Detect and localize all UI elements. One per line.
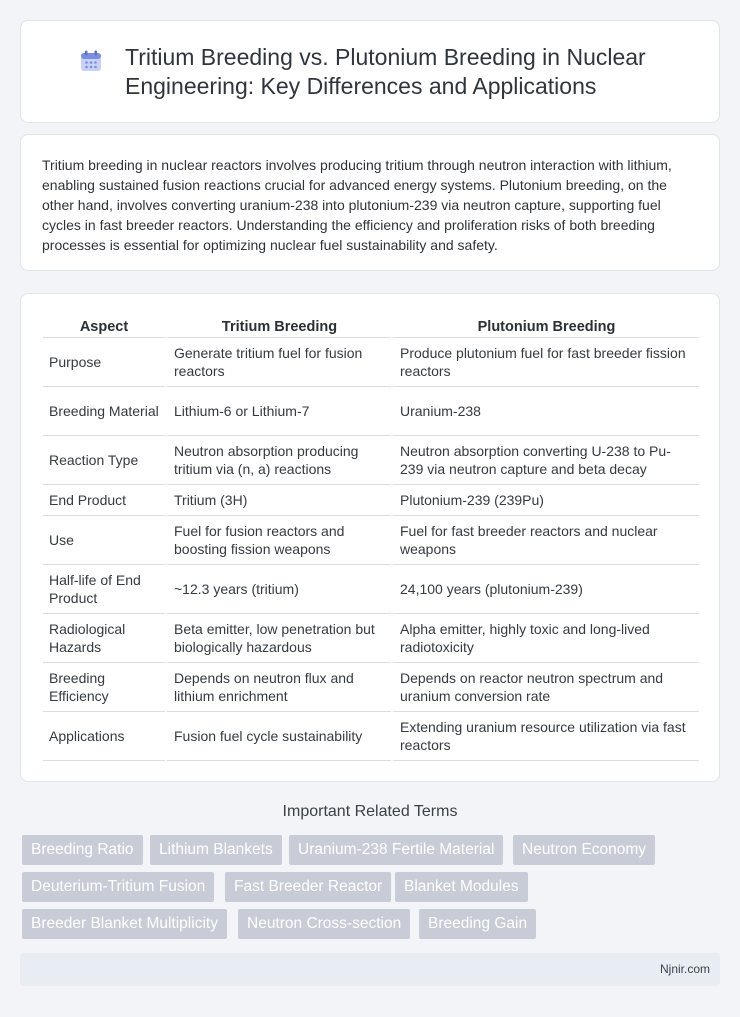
table-header-row [43,314,699,338]
tag-neutron-economy[interactable]: Neutron Economy [513,835,655,865]
header-plutonium: Plutonium Breeding [391,314,699,338]
row-aspect: End Product [43,485,165,516]
page-title: Tritium Breeding vs. Plutonium Breeding in Nuclear Engineering: Key Differences and Applications [125,44,646,99]
row-aspect: Half-life of End Product [43,565,165,614]
row-tritium: Lithium-6 or Lithium-7 [165,387,391,436]
table-row [43,338,699,387]
tag-deuterium-tritium-fusion[interactable]: Deuterium-Tritium Fusion [22,872,214,902]
row-aspect: Breeding Material [43,387,165,436]
row-aspect: Breeding Efficiency [43,663,165,712]
row-aspect: Reaction Type [43,436,165,485]
row-tritium: Depends on neutron flux and lithium enrichment [165,663,391,712]
table-row [43,712,699,761]
tag-breeding-ratio[interactable]: Breeding Ratio [22,835,143,865]
row-plutonium: Depends on reactor neutron spectrum and uranium conversion rate [391,663,699,712]
related-terms-title: Important Related Terms [282,803,458,820]
row-tritium: Neutron absorption producing tritium via (n, a) reactions [165,436,391,485]
row-tritium: Fuel for fusion reactors and boosting fission weapons [165,516,391,565]
row-tritium: Beta emitter, low penetration but biologically hazardous [165,614,391,663]
row-plutonium: Extending uranium resource utilization via fast reactors [391,712,699,761]
header-aspect: Aspect [43,314,165,338]
tag-breeding-gain[interactable]: Breeding Gain [419,909,536,939]
row-plutonium: Produce plutonium fuel for fast breeder fission reactors [391,338,699,387]
header-tritium: Tritium Breeding [165,314,391,338]
row-plutonium: Alpha emitter, highly toxic and long-lived radiotoxicity [391,614,699,663]
tag-blanket-modules[interactable]: Blanket Modules [395,872,528,902]
row-plutonium: 24,100 years (plutonium-239) [391,565,699,614]
table-row [43,387,699,436]
tag-uranium-238-fertile-material[interactable]: Uranium-238 Fertile Material [289,835,503,865]
row-aspect: Purpose [43,338,165,387]
table-row [43,663,699,712]
intro-card [20,134,720,271]
footer-site[interactable]: Njnir.com [659,962,710,976]
table-row [43,436,699,485]
tag-fast-breeder-reactor[interactable]: Fast Breeder Reactor [225,872,391,902]
header-card [20,20,720,123]
row-aspect: Applications [43,712,165,761]
row-aspect: Radiological Hazards [43,614,165,663]
tag-breeder-blanket-multiplicity[interactable]: Breeder Blanket Multiplicity [22,909,227,939]
footer [20,953,720,986]
table-row [43,565,699,614]
row-plutonium: Plutonium-239 (239Pu) [391,485,699,516]
table-row [43,614,699,663]
table-row [43,485,699,516]
row-plutonium: Neutron absorption converting U-238 to Pu-239 via neutron capture and beta decay [391,436,699,485]
comparison-table-card [20,293,720,782]
tag-neutron-cross-section[interactable]: Neutron Cross-section [238,909,410,939]
row-plutonium: Fuel for fast breeder reactors and nuclear weapons [391,516,699,565]
row-tritium: ~12.3 years (tritium) [165,565,391,614]
row-aspect: Use [43,516,165,565]
comparison-table [43,314,699,761]
row-plutonium: Uranium-238 [391,387,699,436]
tag-lithium-blankets[interactable]: Lithium Blankets [150,835,282,865]
row-tritium: Fusion fuel cycle sustainability [165,712,391,761]
row-tritium: Generate tritium fuel for fusion reactors [165,338,391,387]
intro-paragraph: Tritium breeding in nuclear reactors involves producing tritium through neutron interaction with lithium, enabling sustained fusion reactions crucial for advanced energy systems. Plutonium breeding, on the other hand, involves converting uranium-238 into plutonium-239 via neutron capture, supporting fuel cycles in fast breeder reactors. Understanding the efficiency and proliferation risks of both breeding processes is essential for optimizing nuclear fuel sustainability and safety. [42,157,672,253]
table-row [43,516,699,565]
title-wrap [99,43,699,101]
row-tritium: Tritium (3H) [165,485,391,516]
